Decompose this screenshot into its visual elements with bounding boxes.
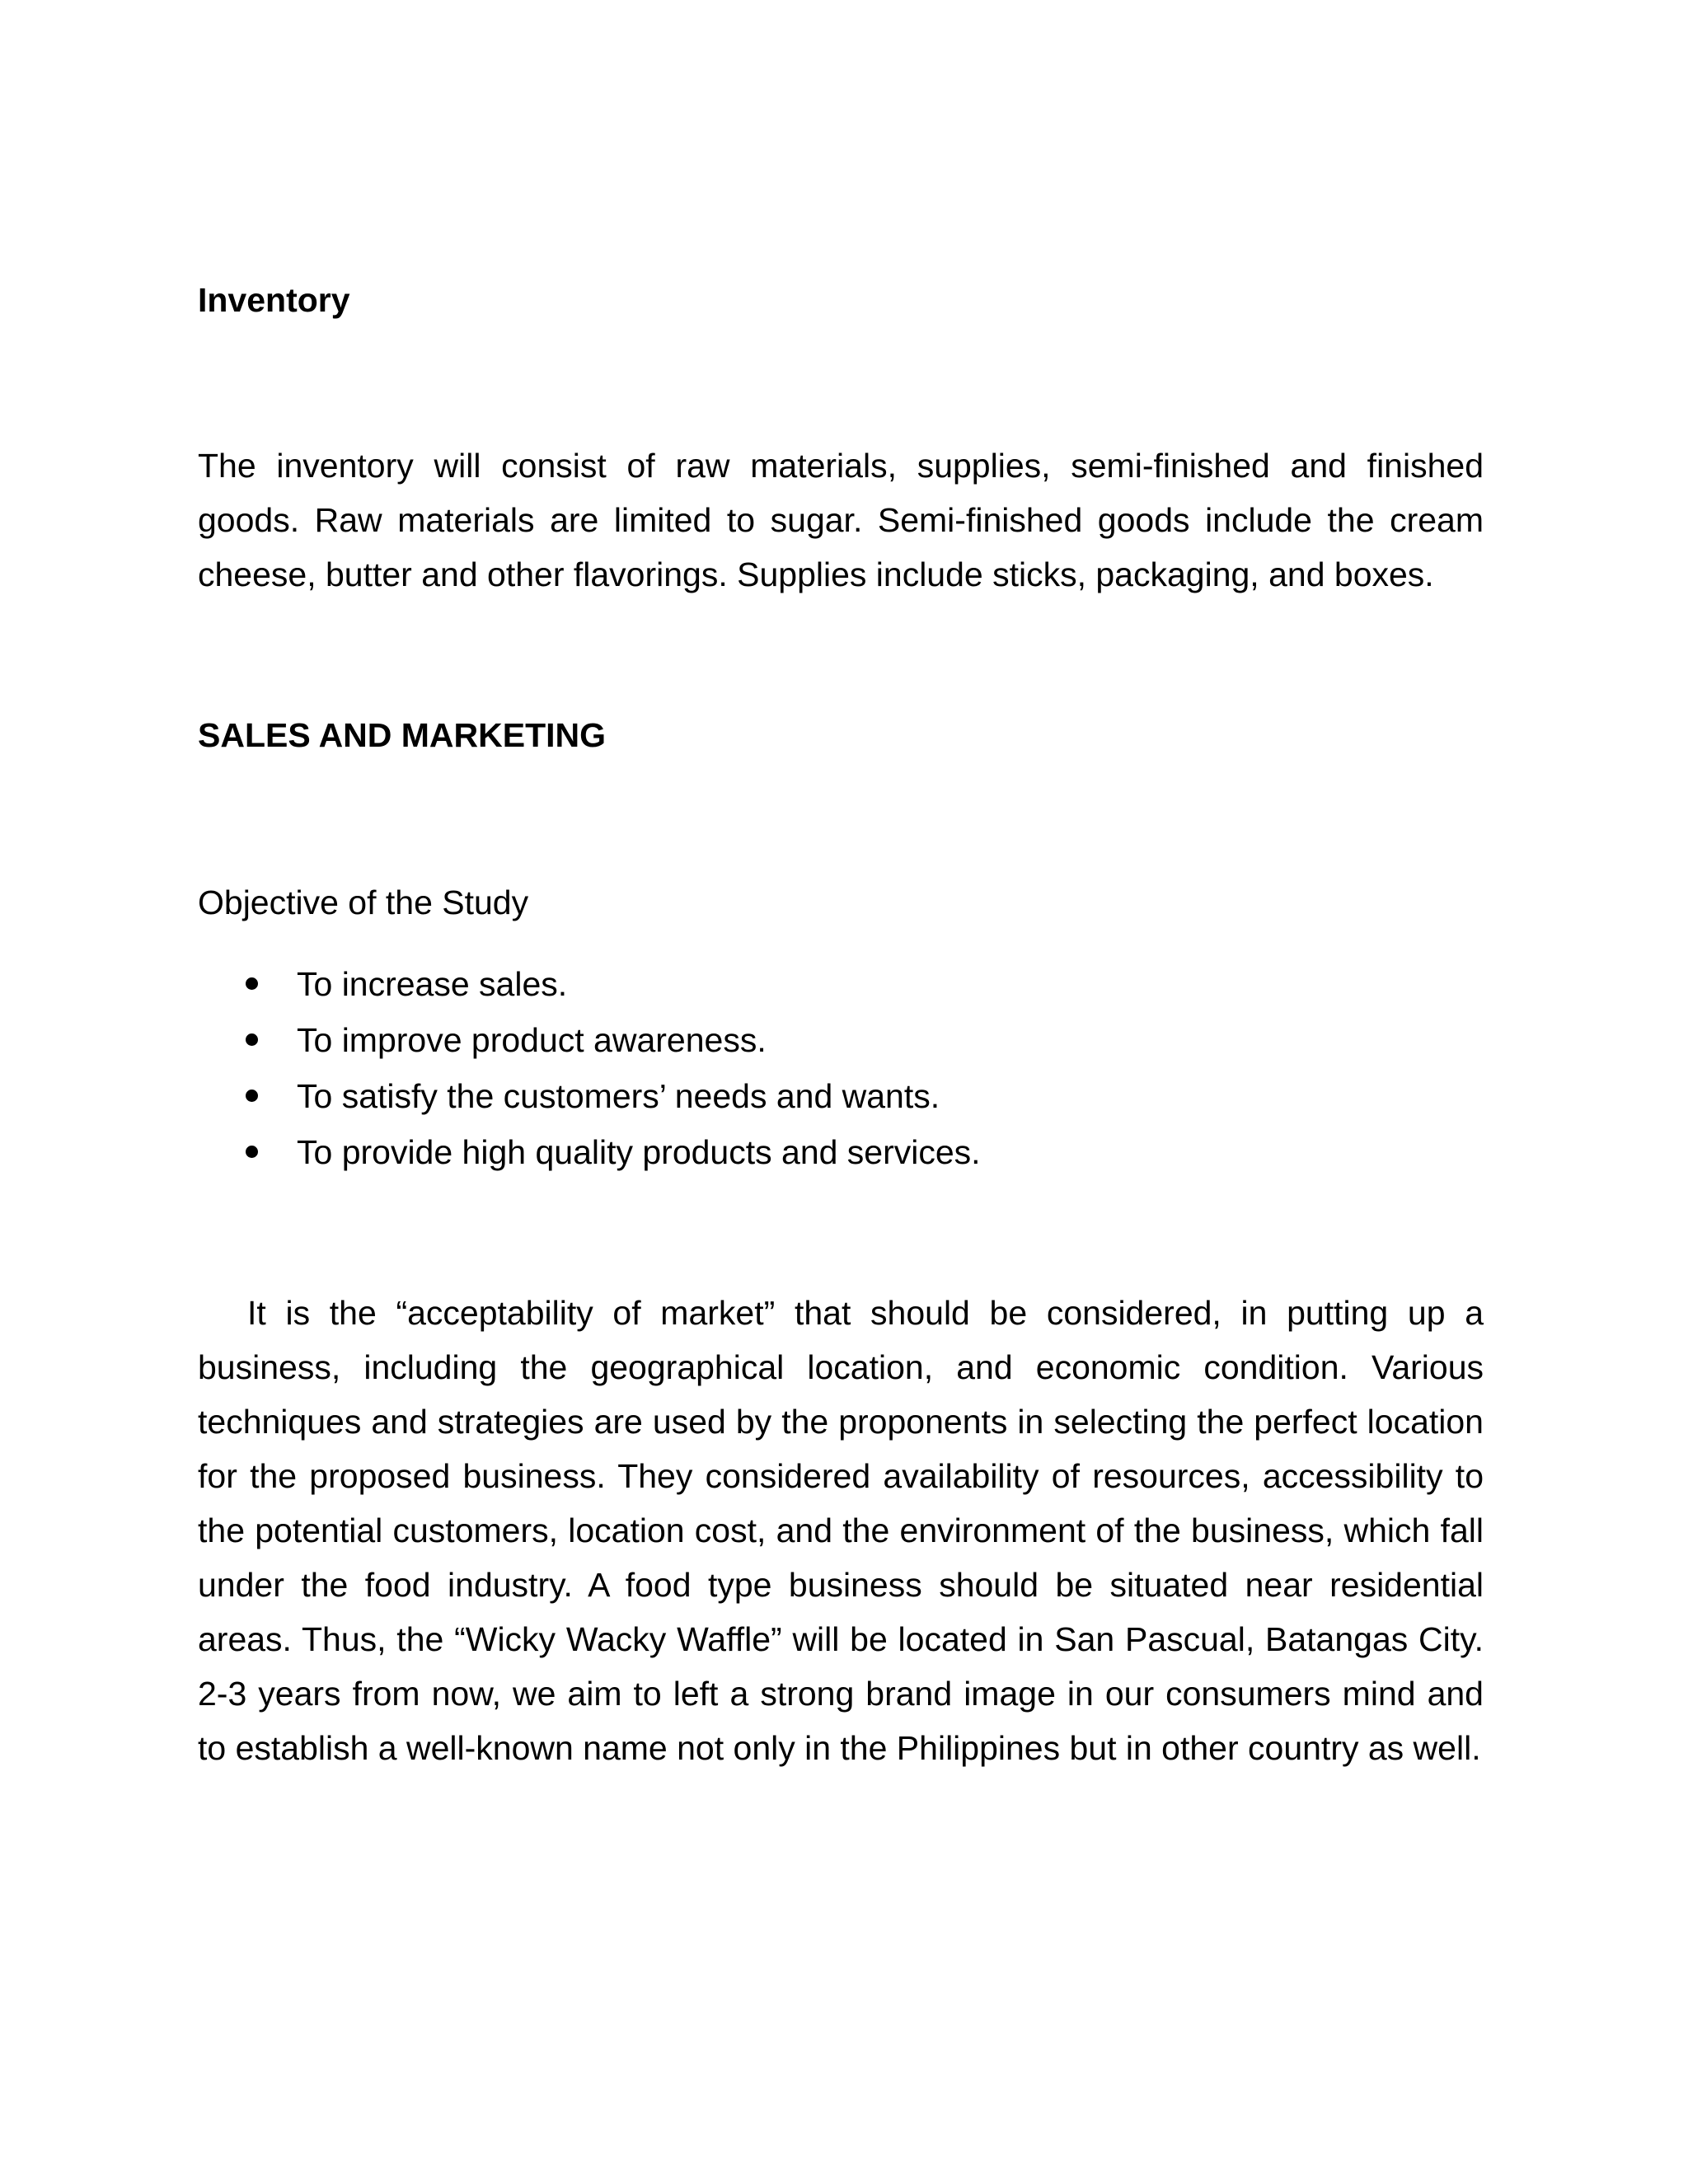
- bullet-icon: [246, 1146, 258, 1158]
- objective-text: To improve product awareness.: [297, 1021, 767, 1059]
- list-item: [198, 1012, 1484, 1068]
- inventory-paragraph: The inventory will consist of raw materials, supplies, semi-finished and finished goods. Raw materials are limited to sugar. Semi-finished goods include the cream cheese, butter and other flavorings. Supplies include sticks, packaging, and boxes.: [198, 447, 1484, 593]
- list-item: [198, 956, 1484, 1012]
- objective-text: To provide high quality products and services.: [297, 1133, 981, 1171]
- bullet-icon: [246, 1090, 258, 1102]
- sales-marketing-heading: SALES AND MARKETING: [198, 716, 607, 754]
- market-paragraph: It is the “acceptability of market” that should be considered, in putting up a business, including the geographical location, and economic condition. Various techniques and strategies are used by the proponents in selecting the perfect location for the proposed business. They considered availability of resources, accessibility to the potential customers, location cost, and the environment of the business, which fall under the food industry. A food type business should be situated near residential areas. Thus, the “Wicky Wacky Waffle” will be located in San Pascual, Batangas City. 2-3 years from now, we aim to left a strong brand image in our consumers mind and to establish a well-known name not only in the Philippines but in other country as well.: [198, 1294, 1484, 1767]
- objective-text: To increase sales.: [297, 965, 568, 1003]
- bullet-icon: [246, 1033, 258, 1046]
- objectives-list: [198, 956, 1484, 1180]
- inventory-heading: Inventory: [198, 281, 350, 319]
- bullet-icon: [246, 977, 258, 990]
- list-item: [198, 1124, 1484, 1180]
- objective-title: Objective of the Study: [198, 883, 529, 921]
- list-item: [198, 1068, 1484, 1124]
- objective-text: To satisfy the customers’ needs and wants.: [297, 1077, 940, 1115]
